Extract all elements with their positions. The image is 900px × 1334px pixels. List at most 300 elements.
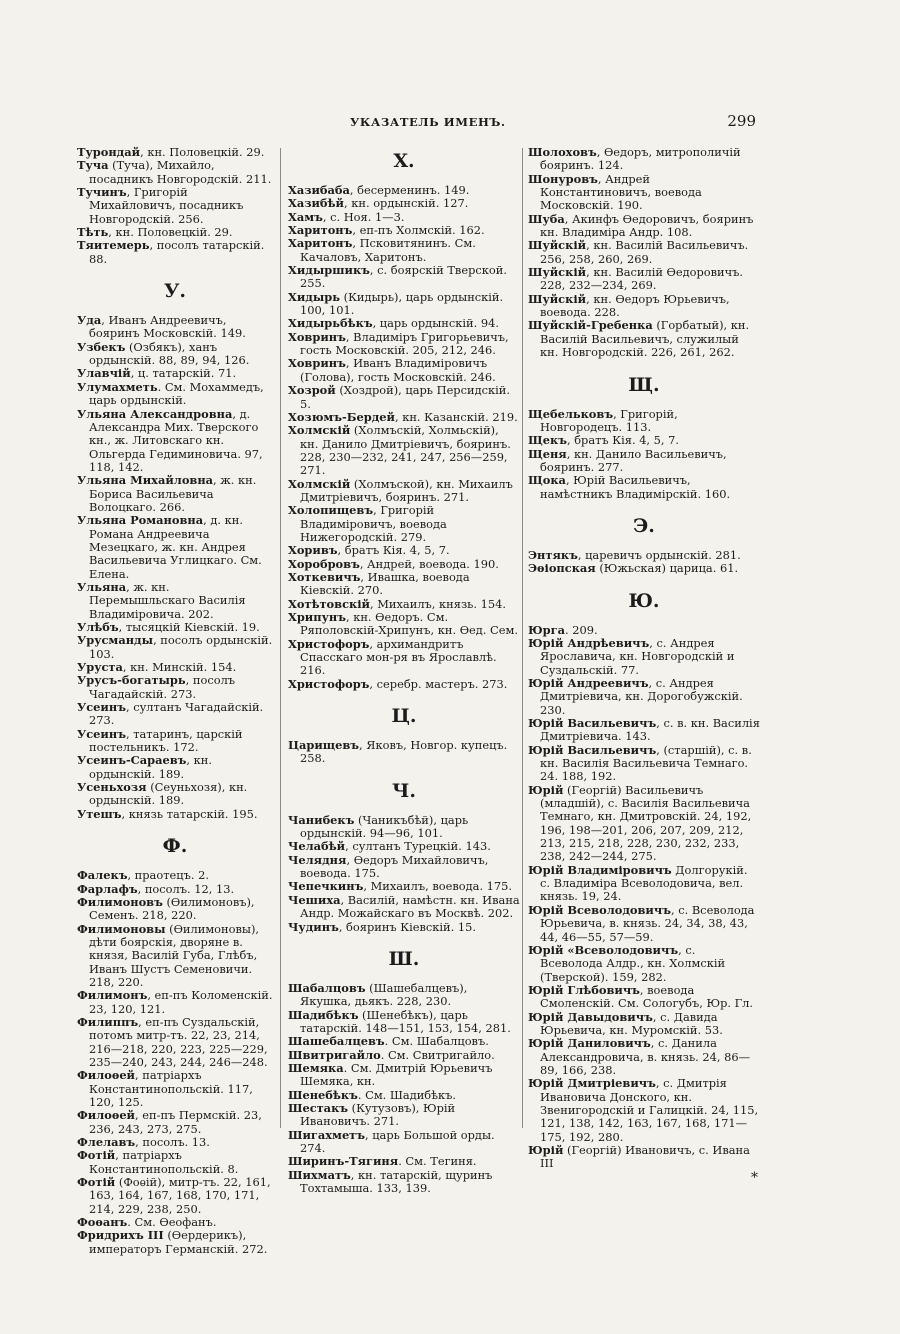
index-entry <box>77 1229 273 1256</box>
entry-headword: Хазибаба <box>288 183 350 197</box>
entry-details: . См. Шабалцовъ. <box>384 1034 489 1049</box>
entry-details: . См. Шадибѣкъ. <box>357 1087 457 1102</box>
entry-details: , кн. татарскій, щуринъ Тохтамыша. 133, 139. <box>300 1167 493 1195</box>
entry-headword: Ульяна <box>77 579 127 594</box>
index-entry <box>77 883 273 896</box>
entry-details: (Горбатый), кн. Василій Васильевичъ, служилый кн. Новгородскій. 226, 261, 262. <box>540 318 750 360</box>
index-entry <box>288 504 520 544</box>
index-entry <box>77 674 273 701</box>
entry-details: , с. Андрея Дмитріевича, кн. Дорогобужскій. 230. <box>540 675 743 717</box>
column-divider-left <box>280 148 281 1128</box>
section-letter: Щ. <box>628 373 660 396</box>
index-entry <box>288 1169 520 1196</box>
entry-details: , воевода Смоленскій. См. Сологубъ, Юр. Гл. <box>540 982 754 1011</box>
entry-headword: Щекъ <box>528 433 567 448</box>
index-entry <box>288 384 520 411</box>
entry-details: , Яковъ, Новгор. купецъ. 258. <box>300 738 508 766</box>
index-entry <box>77 146 273 159</box>
entry-headword: Шенебѣкъ <box>288 1087 358 1102</box>
index-entry <box>77 314 273 341</box>
entry-headword: Шадибѣкъ <box>288 1007 359 1022</box>
entry-headword: Шуйскій <box>528 238 587 253</box>
entry-headword: Христофоръ <box>288 636 370 651</box>
entry-headword: Фалекъ <box>77 868 128 883</box>
entry-headword: Уда <box>77 313 102 328</box>
entry-details: (Холмъской), кн. Михаилъ Дмитріевичъ, бояринъ. 271. <box>300 476 513 504</box>
entry-details: , посолъ Чагадайскій. 273. <box>89 673 236 701</box>
entry-headword: Улумахметь <box>77 379 158 394</box>
entry-details: , Михаилъ, воевода. 175. <box>363 879 513 894</box>
index-entry <box>528 1144 760 1171</box>
index-entry <box>288 1049 520 1062</box>
entry-headword: Челядня <box>288 852 347 867</box>
entry-headword: Утешъ <box>77 806 122 821</box>
entry-headword: Юрій Васильевичъ <box>528 742 657 757</box>
entry-details: (Шенебѣкъ), царь татарскій. 148—151, 153, 154, 281. <box>300 1007 511 1035</box>
entry-headword: Шолоховъ <box>528 145 597 159</box>
index-entry <box>77 159 273 186</box>
index-entry <box>288 854 520 881</box>
entry-headword: Улавчій <box>77 366 131 381</box>
entry-headword: Филимоновы <box>77 921 166 936</box>
entry-details: , Иванъ Владиміровичъ (Голова), гость Московскій. 246. <box>300 356 496 384</box>
entry-headword: Ульяна Михайловна <box>77 473 214 488</box>
index-entry <box>528 1037 760 1077</box>
index-entry <box>528 293 760 320</box>
entry-details: , с. Ноя. 1—3. <box>322 209 405 224</box>
entry-details: , царевичъ ордынскій. 281. <box>577 547 741 562</box>
entry-details: , еп-пъ Суздальскій, потомъ митр-тъ. 22, 23, 214, 216—218, 220, 223, 225—229, 235—240, 243, 244, 246—248. <box>89 1014 268 1069</box>
entry-headword: Хозюмъ-Бердей <box>288 409 395 424</box>
signature-mark: * <box>751 1169 758 1186</box>
entry-headword: Шуйскій-Гребенка <box>528 318 653 333</box>
entry-headword: Юрій <box>528 782 564 797</box>
index-entry <box>528 474 760 501</box>
entry-headword: Тѣть <box>77 225 109 240</box>
index-entry <box>77 581 273 621</box>
entry-details: , братъ Кія. 4, 5, 7. <box>337 543 450 558</box>
entry-headword: Шемяка <box>288 1060 344 1075</box>
index-entry <box>528 677 760 717</box>
index-entry <box>528 146 760 173</box>
entry-details: , еп-пъ Пермскій. 23, 236, 243, 273, 275. <box>89 1108 262 1136</box>
entry-headword: Туча <box>77 158 109 173</box>
entry-headword: Харитонъ <box>288 223 353 238</box>
index-entry <box>77 1216 273 1229</box>
entry-headword: Юрій Васильевичъ <box>528 716 657 730</box>
entry-details: (Георгій) Васильевичъ (младшій), с. Василія Васильевича Темнаго, кн. Дмитровскій. 24, 192, 196, 198—201, 206, 207, 209, 212, 213, 215, 218, 228, 230, 232, 233, 238, 242—244, 275. <box>540 782 752 864</box>
entry-details: , Юрій Васильевичъ, намѣстникъ Владимірскій. 160. <box>540 473 731 501</box>
index-entry <box>528 1077 760 1144</box>
index-entry <box>528 213 760 240</box>
index-entry <box>528 1011 760 1038</box>
index-entry <box>288 237 520 264</box>
entry-headword: Хазибѣй <box>288 196 344 211</box>
index-entry <box>528 944 760 984</box>
entry-details: (Ѳилимоновы), дѣти боярскія, дворяне в. князя, Василій Губа, Глѣбъ, Иванъ Шустъ Семеновичи. 218, 220. <box>89 921 260 989</box>
index-entry <box>77 408 273 475</box>
entry-details: , еп-пъ Коломенскій. 23, 120, 121. <box>89 988 273 1016</box>
index-entry <box>528 864 760 904</box>
entry-details: , султанъ Чагадайскій. 273. <box>89 700 264 728</box>
entry-headword: Царищевъ <box>288 738 360 753</box>
entry-details: , бесерменинъ. 149. <box>349 183 470 197</box>
entry-headword: Урусманды <box>77 633 154 648</box>
section-letter: Ф. <box>162 835 188 858</box>
entry-headword: Шашебалцевъ <box>288 1034 385 1049</box>
index-entry <box>528 984 760 1011</box>
entry-details: . См. Свитригайло. <box>380 1047 495 1062</box>
entry-details: , с. Всеволода Юрьевича, в. князь. 24, 34, 38, 43, 44, 46—55, 57—59. <box>540 902 755 944</box>
index-entry <box>288 478 520 505</box>
index-entry <box>288 357 520 384</box>
entry-headword: Юрій Даниловичъ <box>528 1036 651 1051</box>
entry-details: (Сеуньхозя), кн. ордынскій. 189. <box>89 780 248 808</box>
index-entry <box>77 1016 273 1069</box>
index-column-3 <box>528 146 760 1185</box>
index-entry <box>288 638 520 678</box>
entry-details: , д. кн. Романа Андреевича Мезецкаго, ж. кн. Андрея Васильевича Углицкаго. См. Елена. <box>89 513 262 581</box>
index-entry <box>77 634 273 661</box>
entry-details: , кн. ордынскій. 189. <box>89 753 212 781</box>
running-title: УКАЗАТЕЛЬ ИМЕНЪ. <box>350 115 506 129</box>
entry-headword: Хрипунъ <box>288 610 346 624</box>
entry-headword: Уруста <box>77 660 123 675</box>
entry-headword: Турондай <box>77 145 141 159</box>
entry-details: , посолъ. 12, 13. <box>137 881 235 896</box>
index-entry <box>77 869 273 882</box>
entry-details: , Андрей, воевода. 190. <box>359 556 499 571</box>
entry-headword: Чешиха <box>288 892 341 907</box>
entry-headword: Узбекъ <box>77 339 126 354</box>
index-entry <box>528 562 760 575</box>
entry-headword: Юрій Дмитріевичъ <box>528 1076 656 1091</box>
entry-details: (Чаникъбѣй), царь ордынскій. 94—96, 101. <box>300 812 469 841</box>
entry-headword: Юрій Всеволодовичъ <box>528 902 671 917</box>
entry-headword: Харитонъ <box>288 236 353 251</box>
entry-details: , Ивашка, воевода Кіевскій. 270. <box>300 569 470 598</box>
entry-details: , с. Данила Александровича, в. князь. 24, 86—89, 166, 238. <box>540 1036 751 1077</box>
entry-headword: Ульяна Александровна <box>77 406 233 421</box>
entry-headword: Шабалцовъ <box>288 980 366 995</box>
index-entry <box>288 880 520 893</box>
entry-headword: Тучинъ <box>77 185 127 200</box>
entry-headword: Шестакъ <box>288 1100 349 1115</box>
entry-headword: Филимоновъ <box>77 894 163 909</box>
entry-headword: Шонуровъ <box>528 171 598 186</box>
entry-headword: Филиппъ <box>77 1014 139 1029</box>
entry-details: , с. Давида Юрьевича, кн. Муромскій. 53. <box>540 1009 723 1037</box>
entry-details: , ц. татарскій. 71. <box>130 366 237 381</box>
entry-details: (Хоздрой), царь Персидскій. 5. <box>300 383 510 411</box>
index-entry <box>528 624 760 637</box>
index-entry <box>288 1009 520 1036</box>
index-entry <box>288 921 520 934</box>
index-entry <box>528 173 760 213</box>
index-entry <box>288 211 520 224</box>
entry-details: (Кидырь), царь ордынскій. 100, 101. <box>300 289 504 318</box>
entry-details: . 209. <box>565 622 598 637</box>
entry-headword: Холмскій <box>288 476 351 491</box>
index-entry <box>528 448 760 475</box>
entry-headword: Челабѣй <box>288 839 346 854</box>
index-entry <box>288 1129 520 1156</box>
index-entry <box>528 717 760 744</box>
index-entry <box>528 266 760 293</box>
entry-headword: Швитригайло <box>288 1047 381 1062</box>
entry-details: , Василій, намѣстн. кн. Ивана Андр. Можайскаго въ Москвѣ. 202. <box>300 892 520 921</box>
entry-headword: Фотій <box>77 1148 116 1163</box>
index-entry <box>528 319 760 359</box>
entry-headword: Улѣбъ <box>77 620 119 634</box>
index-entry <box>77 621 273 634</box>
entry-details: , посолъ ордынскій. 103. <box>89 633 273 661</box>
index-entry <box>288 814 520 841</box>
entry-headword: Фотій <box>77 1175 116 1190</box>
entry-headword: Юрій Давыдовичъ <box>528 1009 653 1024</box>
entry-details: , с. Андрея Ярославича, кн. Новгородскій и Суздальскій. 77. <box>540 635 735 677</box>
index-entry <box>288 317 520 330</box>
entry-headword: Фоѳанъ <box>77 1215 128 1230</box>
entry-details: , ж. кн. Перемышльскаго Василія Владиміровича. 202. <box>89 579 246 621</box>
section-letter: У. <box>163 280 187 303</box>
entry-headword: Юрій <box>528 1143 564 1157</box>
entry-details: . См. Мохаммедъ, царь ордынскій. <box>89 379 264 408</box>
index-entry <box>288 291 520 318</box>
entry-details: (Георгій) Ивановичъ, с. Ивана III <box>540 1143 750 1171</box>
index-entry <box>77 754 273 781</box>
entry-details: , с. боярскій Тверской. 255. <box>300 263 507 291</box>
entry-details: (Туча), Михайло, посадникъ Новгородскій. 211. <box>89 158 272 186</box>
entry-headword: Хидыршикъ <box>288 263 370 278</box>
entry-headword: Чудинъ <box>288 919 339 934</box>
index-entry <box>288 411 520 424</box>
index-entry <box>288 1155 520 1168</box>
entry-headword: Хидырьбѣкъ <box>288 316 373 331</box>
entry-headword: Энтякъ <box>528 547 578 562</box>
index-entry <box>528 239 760 266</box>
entry-headword: Юрій Владиміровичъ <box>528 862 672 877</box>
index-entry <box>77 226 273 239</box>
entry-headword: Хотѣтовскій <box>288 596 371 611</box>
entry-details: , Ѳедоръ Михайловичъ, воевода. 175. <box>300 852 489 881</box>
entry-headword: Шуйскій <box>528 291 587 306</box>
entry-details: , кн. Казанскій. 219. <box>394 409 518 424</box>
entry-headword: Юрга <box>528 622 565 637</box>
index-entry <box>288 331 520 358</box>
entry-details: , кн. ордынскій. 127. <box>344 196 469 211</box>
entry-headword: Шуйскій <box>528 265 587 280</box>
section-letter: Э. <box>633 514 655 537</box>
index-entry <box>77 1109 273 1136</box>
section-letter: Ч. <box>392 779 416 802</box>
entry-headword: Шигахметъ <box>288 1127 365 1142</box>
index-entry <box>288 598 520 611</box>
entry-details: , кн. Половецкій. 29. <box>108 225 233 240</box>
entry-details: , Григорій Михайловичъ, посадникъ Новгородскій. 256. <box>89 185 244 226</box>
entry-headword: Хоткевичъ <box>288 569 361 584</box>
entry-headword: Усеинъ <box>77 700 126 715</box>
entry-details: (Фоѳій), митр-тъ. 22, 161, 163, 164, 167, 168, 170, 171, 214, 229, 238, 250. <box>89 1175 271 1216</box>
entry-details: , патріархъ Константинопольскій. 8. <box>89 1148 239 1176</box>
index-entry <box>288 1089 520 1102</box>
entry-details: , посолъ. 13. <box>135 1135 210 1150</box>
index-entry <box>77 661 273 674</box>
index-entry <box>288 1102 520 1129</box>
entry-details: , серебр. мастеръ. 273. <box>369 676 508 691</box>
entry-details: . См. Ѳеофанъ. <box>127 1215 217 1230</box>
entry-headword: Хоробровъ <box>288 556 360 571</box>
entry-headword: Тяитемерь <box>77 238 150 253</box>
entry-details: (Кутузовъ), Юрій Ивановичъ. 271. <box>300 1100 456 1129</box>
index-entry <box>288 184 520 197</box>
entry-details: , еп-пъ Холмскій. 162. <box>352 223 485 238</box>
index-entry <box>77 923 273 990</box>
index-entry <box>528 784 760 864</box>
index-entry <box>77 808 273 821</box>
entry-details: , Андрей Константиновичъ, воевода Московскій. 190. <box>540 171 702 213</box>
entry-details: , Михаилъ, князь. 154. <box>370 596 506 611</box>
entry-headword: Ховринъ <box>288 329 346 344</box>
index-entry <box>77 701 273 728</box>
entry-details: . См. Дмитрій Юрьевичъ Шемяка, кн. <box>300 1060 493 1089</box>
entry-details: , Григорій Владиміровичъ, воевода Нижегородскій. 279. <box>300 503 447 544</box>
section-letter: Ю. <box>628 589 660 612</box>
entry-details: , д. Александра Мих. Тверского кн., ж. Литовскаго кн. Ольгерда Гедиминовича. 97, 118, 142. <box>89 406 263 474</box>
entry-headword: Холопищевъ <box>288 503 374 518</box>
entry-details: , Псковитянинъ. См. Качаловъ, Харитонъ. <box>300 236 476 264</box>
index-entry <box>528 744 760 784</box>
entry-details: Долгорукій. с. Владиміра Всеволодовича, вел. князь. 19, 24. <box>540 862 748 904</box>
entry-details: , Владиміръ Григорьевичъ, гость Московскій. 205, 212, 246. <box>300 329 509 358</box>
index-entry <box>288 678 520 691</box>
entry-details: , татаринъ, царскій постельникъ. 172. <box>89 726 243 755</box>
column-divider-right <box>522 148 523 1128</box>
index-entry <box>77 989 273 1016</box>
entry-details: (Южьская) царица. 61. <box>595 561 739 576</box>
entry-details: , князь татарскій. 195. <box>121 806 258 821</box>
entry-details: , с. Дмитрія Ивановича Донского, кн. Звенигородскій и Галицкій. 24, 115, 121, 138, 142, 163, 167, 168, 171—175, 192, 280. <box>540 1076 759 1144</box>
index-column-1 <box>77 146 273 1256</box>
entry-details: , Акинфъ Ѳедоровичъ, бояринъ кн. Владиміра Андр. 108. <box>540 211 754 240</box>
index-entry <box>288 982 520 1009</box>
entry-details: , кн. Половецкій. 29. <box>140 145 265 159</box>
entry-details: , царь Большой орды. 274. <box>300 1127 495 1155</box>
entry-headword: Фридрихъ III <box>77 1228 164 1243</box>
entry-details: , кн. Василій Ѳедоровичъ. 228, 232—234, 269. <box>540 265 744 293</box>
entry-details: , Иванъ Андреевичъ, бояринъ Московскій. 149. <box>89 313 246 341</box>
entry-details: , (старшій), с. в. кн. Василія Васильевича Темнаго. 24. 188, 192. <box>540 742 752 784</box>
index-entry <box>528 434 760 447</box>
entry-headword: Юрій Глѣбовичъ <box>528 982 640 997</box>
index-column-2 <box>288 146 520 1195</box>
index-entry <box>77 341 273 368</box>
entry-details: , братъ Кія. 4, 5, 7. <box>566 433 680 448</box>
index-entry <box>288 197 520 210</box>
entry-headword: Хидырь <box>288 289 340 304</box>
index-entry <box>77 781 273 808</box>
entry-details: , Григорій, Новгородецъ. 113. <box>540 406 678 434</box>
index-entry <box>77 186 273 226</box>
entry-headword: Филимонъ <box>77 988 148 1003</box>
entry-details: , кн. Минскій. 154. <box>122 660 237 675</box>
entry-headword: Хамъ <box>288 209 323 224</box>
entry-headword: Филоѳей <box>77 1108 136 1123</box>
entry-headword: Шихматъ <box>288 1167 351 1182</box>
entry-headword: Фарлафъ <box>77 881 138 896</box>
entry-headword: Ширинъ-Тягиня <box>288 1154 399 1169</box>
running-header <box>0 112 900 132</box>
entry-details: (Озбякъ), ханъ ордынскій. 88, 89, 94, 126. <box>89 339 250 368</box>
index-entry <box>288 739 520 766</box>
entry-details: . См. Тегиня. <box>398 1154 477 1169</box>
entry-details: , бояринъ Кіевскій. 15. <box>338 919 477 934</box>
entry-headword: Ховринъ <box>288 356 346 371</box>
index-entry <box>77 896 273 923</box>
entry-headword: Усеинъ <box>77 726 126 741</box>
entry-headword: Щока <box>528 473 566 488</box>
index-entry <box>288 894 520 921</box>
index-entry <box>528 408 760 435</box>
entry-details: (Холмъскій, Холмьскій), кн. Данило Дмитріевичъ, бояринъ. 228, 230—232, 241, 247, 256—259, 271. <box>300 423 511 478</box>
entry-headword: Чанибекъ <box>288 812 355 827</box>
entry-headword: Хозрой <box>288 383 336 398</box>
entry-details: , Ѳедоръ, митрополичій бояринъ. 124. <box>540 145 741 173</box>
entry-details: , кн. Ѳедоръ. См. Ряполовскій-Хрипунъ, кн. Ѳед. Сем. <box>300 610 518 638</box>
index-entry <box>77 239 273 266</box>
entry-details: , с. Всеволода Алдр., кн. Холмскій (Тверской). 159, 282. <box>540 942 726 984</box>
index-entry <box>528 904 760 944</box>
index-entry <box>528 549 760 562</box>
entry-details: , тысяцкій Кіевскій. 19. <box>118 620 260 634</box>
index-entry <box>77 474 273 514</box>
entry-headword: Юрій Андрѣевичъ <box>528 635 650 650</box>
entry-headword: Эѳіопская <box>528 561 596 576</box>
entry-headword: Хоривъ <box>288 543 338 558</box>
index-entry <box>288 571 520 598</box>
entry-details: , архимандритъ Спасскаго мон-ря въ Ярославлѣ. 216. <box>300 636 497 678</box>
entry-headword: Ульяна Романовна <box>77 513 204 528</box>
entry-headword: Флелавъ <box>77 1135 136 1150</box>
entry-details: , посолъ татарскій. 88. <box>89 238 265 266</box>
index-entry <box>288 264 520 291</box>
index-entry <box>77 514 273 581</box>
entry-details: , ж. кн. Бориса Васильевича Волоцкаго. 266. <box>89 473 257 514</box>
entry-headword: Чепечкинъ <box>288 879 364 894</box>
index-entry <box>528 637 760 677</box>
entry-headword: Урусъ-богатырь <box>77 673 186 688</box>
index-entry <box>288 611 520 638</box>
index-entry <box>288 544 520 557</box>
entry-headword: Христофоръ <box>288 676 370 691</box>
entry-details: (Шашебалцевъ), Якушка, дьякъ. 228, 230. <box>300 980 468 1009</box>
index-entry <box>77 367 273 380</box>
entry-headword: Филоѳей <box>77 1068 136 1083</box>
entry-details: , кн. Ѳедоръ Юрьевичъ, воевода. 228. <box>540 291 730 320</box>
entry-details: (Ѳилимоновъ), Семенъ. 218, 220. <box>89 894 255 923</box>
entry-details: , кн. Василій Васильевичъ. 256, 258, 260, 269. <box>540 238 749 266</box>
entry-headword: Усеинъ-Сараевъ <box>77 753 187 768</box>
index-entry <box>288 1062 520 1089</box>
section-letter: Ц. <box>391 705 417 728</box>
entry-details: , царь ордынскій. 94. <box>372 316 499 331</box>
index-entry <box>77 728 273 755</box>
entry-headword: Щеня <box>528 446 567 461</box>
entry-headword: Юрій «Всеволодовичъ <box>528 942 679 957</box>
index-entry <box>77 381 273 408</box>
index-entry <box>77 1176 273 1216</box>
index-entry <box>77 1149 273 1176</box>
